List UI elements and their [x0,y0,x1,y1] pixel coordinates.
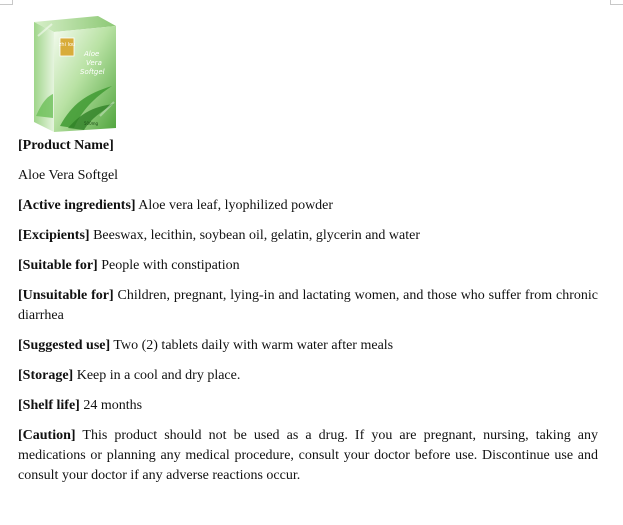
product-box-line3: Softgel [80,68,105,76]
product-name-heading [18,136,598,156]
suitable-for-value: People with constipation [101,258,240,273]
excipients-row [18,226,598,246]
storage-label: [Storage] [18,368,74,383]
unsuitable-for-label: [Unsuitable for] [18,288,114,303]
suggested-use-label: [Suggested use] [18,338,111,353]
active-ingredients-label: [Active ingredients] [18,198,136,213]
shelf-life-label: [Shelf life] [18,398,80,413]
unsuitable-for-value: Children, pregnant, lying-in and lactating women, and those who suffer from chronic diarrhea [18,288,598,323]
shelf-life-row [18,396,598,416]
active-ingredients-row [18,196,598,216]
caution-label: [Caution] [18,428,76,443]
shelf-life-value: 24 months [83,398,143,413]
excipients-label: [Excipients] [18,228,90,243]
suitable-for-row [18,256,598,276]
active-ingredients-value: Aloe vera leaf, lyophilized powder [138,198,334,213]
suggested-use-row [18,336,598,356]
product-box-line2: Vera [86,59,102,67]
product-name-value: Aloe Vera Softgel [18,168,119,183]
excipients-value: Beeswax, lecithin, soybean oil, gelatin, glycerin and water [93,228,421,243]
suitable-for-label: [Suitable for] [18,258,98,273]
product-box-line1: Aloe [84,50,100,58]
storage-row [18,366,598,386]
caution-row [18,426,598,486]
storage-value: Keep in a cool and dry place. [76,368,241,383]
product-box-brand: zhi lou [58,42,76,48]
page-corner-mark-left [0,0,13,5]
unsuitable-for-row [18,286,598,326]
product-name-label: [Product Name] [18,138,114,153]
product-box-image [24,6,124,136]
page-corner-mark-right [610,0,623,5]
product-description [18,136,598,496]
product-box-net-content: 500mg [84,121,99,126]
suggested-use-value: Two (2) tablets daily with warm water after meals [113,338,394,353]
caution-value: This product should not be used as a drug. If you are pregnant, nursing, taking any medications or planning any medical procedure, consult your doctor before use. Discontinue use and consult your doctor if any adverse reactions occur. [18,428,598,483]
